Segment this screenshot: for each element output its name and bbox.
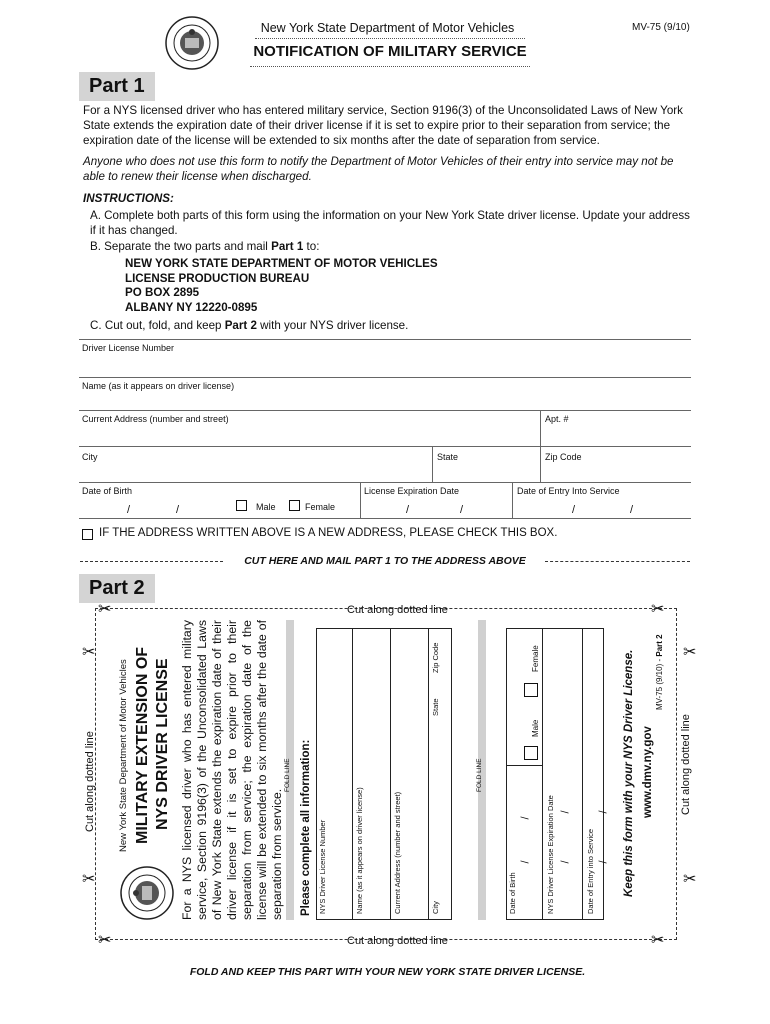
divider (255, 38, 525, 39)
cut-along-top: Cut along dotted line (347, 604, 448, 616)
divider (352, 628, 353, 919)
part2-body: For a NYS licensed driver who has entered military service, Section 9196(3) of the Unconsolidated Laws of New York State extends the expiration date of their driver license if it is set to expire prior to their separation from service; the expiration date of the license will be extended to six months after the date of separation from service. (180, 620, 284, 920)
footer-instruction: FOLD AND KEEP THIS PART WITH YOUR NEW YORK STATE DRIVER LICENSE. (189, 966, 586, 978)
divider (542, 628, 543, 919)
scissors-icon: ✂ (98, 932, 112, 949)
date-separator: / (559, 860, 572, 864)
name-label: Name (as it appears on driver license) (82, 381, 235, 391)
female-checkbox[interactable] (289, 500, 300, 511)
license-number-field[interactable] (79, 377, 691, 378)
address-line: PO BOX 2895 (125, 286, 200, 299)
female-label: Female (305, 502, 336, 512)
divider (360, 482, 361, 518)
f-city-label: City (431, 901, 440, 914)
divider (428, 628, 429, 919)
fold-line-label: FOLD LINE (476, 758, 483, 792)
part2-agency: New York State Department of Motor Vehicles (118, 659, 129, 852)
date-separator: / (559, 810, 572, 814)
part2-label: Part 2 (79, 574, 155, 603)
male-checkbox[interactable] (236, 500, 247, 511)
male-checkbox[interactable] (524, 746, 538, 760)
address-line: ALBANY NY 12220-0895 (125, 300, 258, 314)
cut-instruction: CUT HERE AND MAIL PART 1 TO THE ADDRESS ABOVE (244, 555, 526, 567)
scissors-icon: ✂ (651, 601, 665, 618)
agency-name: New York State Department of Motor Vehicles (260, 21, 515, 35)
form-title: NOTIFICATION OF MILITARY SERVICE (253, 43, 527, 60)
divider (506, 765, 543, 766)
address-label: Current Address (number and street) (82, 414, 229, 424)
part2-title-1: MILITARY EXTENSION OF (134, 646, 151, 844)
license-number-label: Driver License Number (82, 343, 175, 353)
divider (582, 628, 583, 919)
address-line: LICENSE PRODUCTION BUREAU (125, 271, 310, 285)
instruction-c: C. Cut out, fold, and keep Part 2 with your NYS driver license. (90, 319, 409, 332)
new-address-label: IF THE ADDRESS WRITTEN ABOVE IS A NEW ADDRESS, PLEASE CHECK THIS BOX. (99, 527, 558, 539)
cut-line (545, 561, 690, 562)
state-label: State (437, 452, 459, 462)
divider (540, 410, 541, 446)
f-exp-label: NYS Driver License Expiration Date (546, 795, 555, 914)
f-female-label: Female (531, 645, 540, 672)
part1-label: Part 1 (79, 72, 155, 101)
female-checkbox[interactable] (524, 683, 538, 697)
date-separator: / (597, 810, 610, 814)
address-field[interactable] (79, 446, 691, 447)
scissors-icon: ✂ (683, 644, 697, 661)
part1-intro: For a NYS licensed driver who has entered military service, Section 9196(3) of the Unconsolidated Laws of New York State extends the expiration date of their driver license if it is set to expire prior to their separation from service; the expiration date of the license will be extended to six months after the date of separation from service. (83, 104, 683, 147)
divider (432, 446, 433, 482)
dob-label: Date of Birth (82, 486, 133, 496)
part2-form-code: MV-75 (9/10) - Part 2 (655, 634, 664, 710)
divider (79, 339, 691, 340)
mailing-address (125, 257, 438, 315)
city-label: City (82, 452, 98, 462)
date-separator: / (176, 504, 180, 516)
dmv-url: www.dmv.ny.gov (642, 726, 654, 818)
f-name-label: Name (as it appears on driver license) (355, 787, 364, 914)
new-address-checkbox[interactable] (82, 529, 93, 540)
ny-state-seal-icon (165, 16, 219, 70)
scissors-icon: ✂ (651, 932, 665, 949)
f-license-label: NYS Driver License Number (318, 819, 327, 914)
f-entry-label: Date of Entry into Service (586, 828, 595, 914)
date-separator: / (127, 504, 131, 516)
keep-with-license: Keep this form with your NYS Driver License. (623, 649, 635, 897)
date-separator: / (406, 504, 410, 516)
divider (512, 482, 513, 518)
f-state-label: State (431, 698, 440, 716)
cut-along-right: Cut along dotted line (680, 714, 692, 815)
instructions-heading: INSTRUCTIONS: (83, 192, 174, 205)
male-label: Male (256, 502, 276, 512)
f-address-label: Current Address (number and street) (393, 791, 402, 914)
part1-warning: Anyone who does not use this form to notify the Department of Motor Vehicles of their entry into service may not be able to renew their license when discharged. (83, 155, 674, 183)
entry-date-label: Date of Entry Into Service (517, 486, 620, 496)
scissors-icon: ✂ (683, 871, 697, 888)
cut-along-left: Cut along dotted line (84, 731, 96, 832)
f-male-label: Male (531, 719, 540, 737)
instruction-b: B. Separate the two parts and mail Part 1 to: (90, 240, 320, 253)
scissors-icon: ✂ (82, 871, 96, 888)
complete-all-label: Please complete all information: (300, 739, 312, 916)
name-field[interactable] (79, 410, 691, 411)
fold-line-label: FOLD LINE (284, 758, 291, 792)
divider (390, 628, 391, 919)
instruction-a: A. Complete both parts of this form using the information on your New York State driver license. Update your address if it has changed. (90, 209, 690, 237)
date-separator: / (572, 504, 576, 516)
date-separator: / (519, 816, 532, 820)
license-exp-label: License Expiration Date (364, 486, 460, 496)
zip-label: Zip Code (545, 452, 582, 462)
address-line: NEW YORK STATE DEPARTMENT OF MOTOR VEHICLES (125, 257, 438, 270)
divider (250, 66, 530, 67)
divider (540, 446, 541, 482)
date-separator: / (597, 860, 610, 864)
date-separator: / (460, 504, 464, 516)
scissors-icon: ✂ (82, 644, 96, 661)
ny-state-seal-icon (120, 866, 174, 920)
f-dob-label: Date of Birth (508, 872, 517, 914)
f-zip-label: Zip Code (431, 642, 440, 673)
part2-title-2: NYS DRIVER LICENSE (154, 658, 171, 830)
form-number: MV-75 (9/10) (632, 22, 690, 33)
city-field[interactable] (79, 482, 691, 483)
scissors-icon: ✂ (98, 601, 112, 618)
date-separator: / (519, 860, 532, 864)
cut-along-bottom: Cut along dotted line (347, 935, 448, 947)
date-separator: / (630, 504, 634, 516)
dates-field[interactable] (79, 518, 691, 519)
apt-label: Apt. # (545, 414, 569, 424)
